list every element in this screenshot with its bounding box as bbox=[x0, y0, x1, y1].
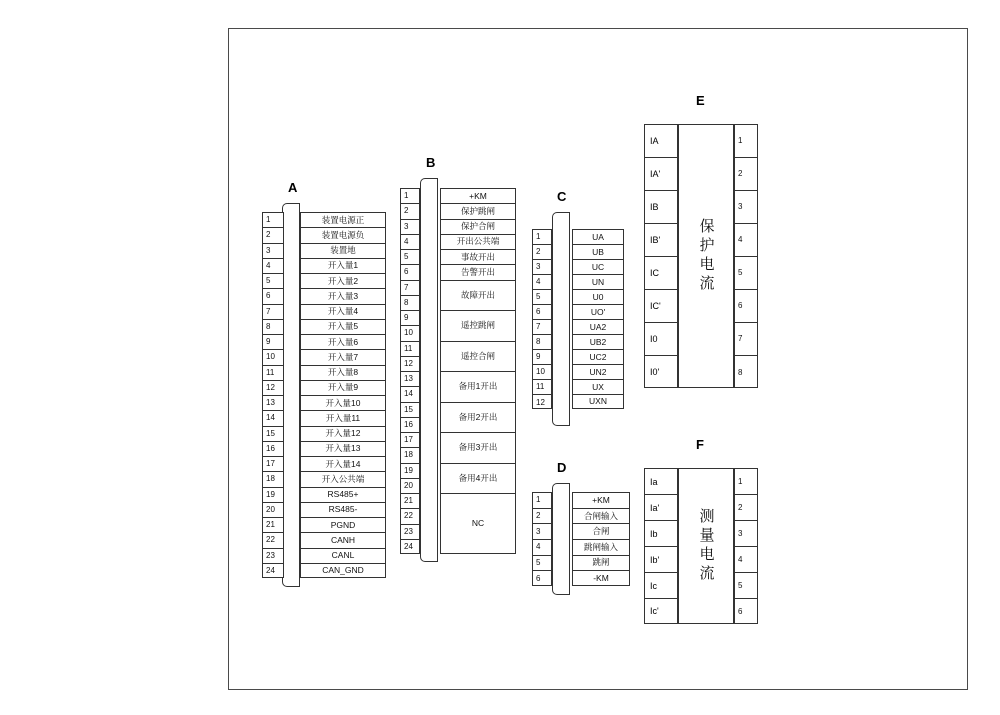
signal-label: 开入量7 bbox=[300, 349, 386, 364]
signal-label: 开入量5 bbox=[300, 319, 386, 334]
pin-number: 20 bbox=[401, 479, 419, 494]
pin-number: 22 bbox=[263, 533, 283, 548]
terminal-label: Ib' bbox=[644, 546, 678, 572]
signal-label: 跳闸 bbox=[572, 555, 630, 571]
block-a-label: A bbox=[288, 180, 298, 195]
pin-number: 1 bbox=[735, 469, 757, 495]
pin-number: 18 bbox=[263, 472, 283, 487]
signal-label: 开入量3 bbox=[300, 288, 386, 303]
block-f-title: 测量电流 bbox=[697, 508, 715, 584]
signal-label: UX bbox=[572, 379, 624, 394]
signal-label: 备用2开出 bbox=[440, 402, 516, 433]
pin-number: 5 bbox=[735, 573, 757, 599]
terminal-label: Ic bbox=[644, 572, 678, 598]
pin-number: 3 bbox=[735, 191, 757, 224]
terminal-label: Ia bbox=[644, 468, 678, 494]
signal-label: CAN_GND bbox=[300, 563, 386, 578]
block-f-pin-numbers bbox=[734, 468, 758, 624]
pin-number: 3 bbox=[735, 521, 757, 547]
signal-label: RS485- bbox=[300, 502, 386, 517]
signal-label: 跳闸输入 bbox=[572, 539, 630, 555]
signal-label: 备用4开出 bbox=[440, 463, 516, 494]
signal-label: U0 bbox=[572, 289, 624, 304]
pin-number: 22 bbox=[401, 509, 419, 524]
block-f-label: F bbox=[696, 437, 705, 452]
block-b-bracket bbox=[420, 178, 438, 562]
signal-label: 装置电源负 bbox=[300, 227, 386, 242]
signal-label: 开入量8 bbox=[300, 365, 386, 380]
pin-number: 2 bbox=[263, 228, 283, 243]
pin-number: 3 bbox=[533, 260, 551, 275]
pin-number: 1 bbox=[735, 125, 757, 158]
block-b-pin-numbers bbox=[400, 188, 420, 554]
block-e-title-box bbox=[678, 124, 734, 388]
pin-number: 20 bbox=[263, 503, 283, 518]
terminal-label: IB bbox=[644, 190, 678, 223]
pin-number: 8 bbox=[738, 367, 743, 377]
pin-number: 2 bbox=[735, 158, 757, 191]
signal-label: 开入量2 bbox=[300, 273, 386, 288]
signal-label: 故障开出 bbox=[440, 280, 516, 311]
pin-number: 17 bbox=[263, 457, 283, 472]
block-f-left-labels bbox=[644, 468, 678, 624]
pin-number: 8 bbox=[401, 296, 419, 311]
signal-label: +KM bbox=[440, 188, 516, 203]
pin-number: 19 bbox=[263, 488, 283, 503]
signal-label: UC2 bbox=[572, 349, 624, 364]
pin-number: 21 bbox=[401, 494, 419, 509]
pin-number: 1 bbox=[263, 213, 283, 228]
pin-number: 7 bbox=[735, 323, 757, 356]
signal-label: 开入量9 bbox=[300, 380, 386, 395]
pin-number: 3 bbox=[401, 220, 419, 235]
block-a-bracket bbox=[282, 203, 300, 587]
signal-label: 开入量10 bbox=[300, 395, 386, 410]
pin-number: 14 bbox=[401, 387, 419, 402]
pin-number: 5 bbox=[533, 290, 551, 305]
signal-label: UB2 bbox=[572, 334, 624, 349]
pin-number: 7 bbox=[263, 305, 283, 320]
pin-number: 13 bbox=[401, 372, 419, 387]
pin-number: 2 bbox=[533, 245, 551, 260]
pin-number: 16 bbox=[263, 442, 283, 457]
signal-label: UB bbox=[572, 244, 624, 259]
signal-label: 装置地 bbox=[300, 243, 386, 258]
signal-label: NC bbox=[440, 493, 516, 554]
pin-number: 6 bbox=[536, 574, 541, 584]
signal-label: -KM bbox=[572, 570, 630, 586]
pin-number: 6 bbox=[533, 305, 551, 320]
pin-number: 23 bbox=[263, 549, 283, 564]
block-c-bracket bbox=[552, 212, 570, 426]
signal-label: 遥控跳闸 bbox=[440, 310, 516, 341]
signal-label: UA bbox=[572, 229, 624, 244]
pin-number: 12 bbox=[401, 357, 419, 372]
pin-number: 11 bbox=[401, 342, 419, 357]
signal-label: 开入量6 bbox=[300, 334, 386, 349]
pin-number: 5 bbox=[401, 250, 419, 265]
pin-number: 2 bbox=[735, 495, 757, 521]
pin-number: 4 bbox=[735, 224, 757, 257]
pin-number: 12 bbox=[263, 381, 283, 396]
signal-label: 备用1开出 bbox=[440, 371, 516, 402]
signal-label: 开入量11 bbox=[300, 410, 386, 425]
pin-number: 1 bbox=[533, 493, 551, 509]
signal-label: 保护合闸 bbox=[440, 219, 516, 234]
terminal-label: Ib bbox=[644, 520, 678, 546]
pin-number: 9 bbox=[533, 350, 551, 365]
pin-number: 9 bbox=[263, 335, 283, 350]
pin-number: 24 bbox=[266, 566, 275, 576]
pin-number: 4 bbox=[533, 540, 551, 556]
block-d-bracket bbox=[552, 483, 570, 595]
terminal-label: Ic' bbox=[644, 598, 678, 624]
pin-number: 10 bbox=[263, 350, 283, 365]
terminal-label: I0 bbox=[644, 322, 678, 355]
pin-number: 15 bbox=[401, 403, 419, 418]
block-c-signal-list bbox=[572, 229, 624, 409]
pin-number: 8 bbox=[263, 320, 283, 335]
signal-label: UO' bbox=[572, 304, 624, 319]
pin-number: 5 bbox=[263, 274, 283, 289]
pin-number: 3 bbox=[263, 244, 283, 259]
block-f-title-box bbox=[678, 468, 734, 624]
pin-number: 5 bbox=[735, 257, 757, 290]
signal-label: 开入量1 bbox=[300, 258, 386, 273]
block-e-left-labels bbox=[644, 124, 678, 388]
pin-number: 14 bbox=[263, 411, 283, 426]
signal-label: 开出公共端 bbox=[440, 234, 516, 249]
signal-label: 开入量13 bbox=[300, 441, 386, 456]
pin-number: 10 bbox=[401, 326, 419, 341]
signal-label: 开入量14 bbox=[300, 456, 386, 471]
terminal-label: IA' bbox=[644, 157, 678, 190]
pin-number: 1 bbox=[401, 189, 419, 204]
pin-number: 6 bbox=[738, 607, 743, 616]
pin-number: 15 bbox=[263, 427, 283, 442]
terminal-label: I0' bbox=[644, 355, 678, 388]
pin-number: 4 bbox=[401, 235, 419, 250]
pin-number: 9 bbox=[401, 311, 419, 326]
pin-number: 4 bbox=[735, 547, 757, 573]
block-b-signal-list bbox=[440, 188, 516, 554]
block-a-signal-list bbox=[300, 212, 386, 578]
signal-label: CANH bbox=[300, 532, 386, 547]
signal-label: UC bbox=[572, 259, 624, 274]
pin-number: 2 bbox=[533, 509, 551, 525]
pin-number: 7 bbox=[401, 281, 419, 296]
signal-label: RS485+ bbox=[300, 487, 386, 502]
signal-label: 开入量12 bbox=[300, 426, 386, 441]
pin-number: 23 bbox=[401, 525, 419, 540]
pin-number: 2 bbox=[401, 204, 419, 219]
pin-number: 6 bbox=[263, 289, 283, 304]
block-e-label: E bbox=[696, 93, 706, 108]
terminal-label: Ia' bbox=[644, 494, 678, 520]
pin-number: 18 bbox=[401, 448, 419, 463]
signal-label: UN2 bbox=[572, 364, 624, 379]
block-e-pin-numbers bbox=[734, 124, 758, 388]
terminal-label: IC' bbox=[644, 289, 678, 322]
pin-number: 1 bbox=[533, 230, 551, 245]
pin-number: 11 bbox=[263, 366, 283, 381]
signal-label: 事故开出 bbox=[440, 249, 516, 264]
pin-number: 19 bbox=[401, 464, 419, 479]
signal-label: +KM bbox=[572, 492, 630, 508]
block-d-signal-list bbox=[572, 492, 630, 586]
signal-label: 告警开出 bbox=[440, 264, 516, 279]
signal-label: 开入公共端 bbox=[300, 471, 386, 486]
terminal-label: IC bbox=[644, 256, 678, 289]
pin-number: 4 bbox=[263, 259, 283, 274]
pin-number: 10 bbox=[533, 365, 551, 380]
block-d-label: D bbox=[557, 460, 567, 475]
pin-number: 6 bbox=[735, 290, 757, 323]
block-d-pin-numbers bbox=[532, 492, 552, 586]
block-b-label: B bbox=[426, 155, 436, 170]
signal-label: 合闸输入 bbox=[572, 508, 630, 524]
signal-label: 开入量4 bbox=[300, 304, 386, 319]
pin-number: 12 bbox=[536, 397, 545, 407]
signal-label: 装置电源正 bbox=[300, 212, 386, 227]
block-c-label: C bbox=[557, 189, 567, 204]
pin-number: 3 bbox=[533, 524, 551, 540]
block-e-title: 保护电流 bbox=[697, 218, 715, 294]
terminal-label: IB' bbox=[644, 223, 678, 256]
signal-label: PGND bbox=[300, 517, 386, 532]
pin-number: 11 bbox=[533, 380, 551, 395]
pin-number: 17 bbox=[401, 433, 419, 448]
pin-number: 5 bbox=[533, 556, 551, 572]
signal-label: UXN bbox=[572, 394, 624, 409]
pin-number: 16 bbox=[401, 418, 419, 433]
pin-number: 21 bbox=[263, 518, 283, 533]
block-a-pin-numbers bbox=[262, 212, 284, 578]
terminal-label: IA bbox=[644, 124, 678, 157]
pin-number: 6 bbox=[401, 265, 419, 280]
signal-label: 合闸 bbox=[572, 523, 630, 539]
signal-label: 遥控合闸 bbox=[440, 341, 516, 372]
signal-label: 备用3开出 bbox=[440, 432, 516, 463]
signal-label: 保护跳闸 bbox=[440, 203, 516, 218]
signal-label: UN bbox=[572, 274, 624, 289]
pin-number: 8 bbox=[533, 335, 551, 350]
signal-label: CANL bbox=[300, 548, 386, 563]
pin-number: 24 bbox=[404, 542, 413, 552]
signal-label: UA2 bbox=[572, 319, 624, 334]
pin-number: 13 bbox=[263, 396, 283, 411]
block-c-pin-numbers bbox=[532, 229, 552, 409]
pin-number: 7 bbox=[533, 320, 551, 335]
pin-number: 4 bbox=[533, 275, 551, 290]
